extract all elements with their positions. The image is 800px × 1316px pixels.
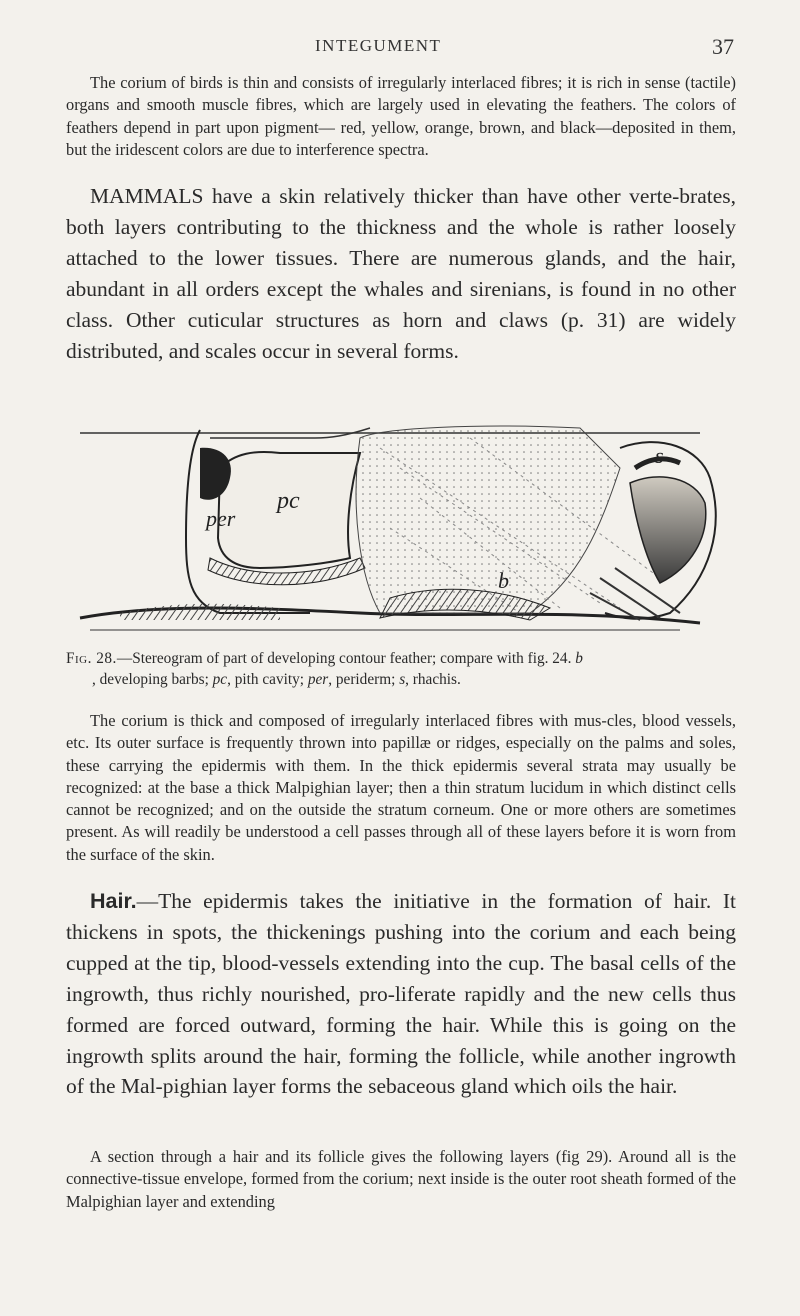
- feather-stereogram-figure: [60, 408, 740, 638]
- paragraph-mammal-corium: The corium is thick and composed of irregularly interlaced fibres with mus-cles, blood vessels, etc. Its outer surface is frequently thrown into papillæ or ridges, especially on the palms and soles, these carrying the epidermis with them. In the thick epidermis several strata may usually be recognized: at the base a thick Malpighian layer; then a thin stratum lucidum in which distinct cells cannot be recognized; and on the outside the stratum corneum. One or more others are sometimes present. As will readily be understood a cell passes through all of these layers before it is worn from the surface of the skin.: [66, 711, 736, 864]
- label-b: b: [498, 568, 509, 593]
- caption-per-desc: , periderm;: [328, 671, 396, 688]
- paragraph-hair-section: A section through a hair and its follicle gives the following layers (fig 29). Around all is the connective-tissue envelope, formed from the corium; next inside is the outer root sheath formed of the Malpighian layer and extending: [66, 1147, 736, 1211]
- figure-label: Fig. 28.: [66, 650, 117, 667]
- caption-text: —Stereogram of part of developing contour feather; compare with fig. 24.: [116, 650, 572, 667]
- caption-s-desc: , rhachis.: [405, 671, 461, 688]
- caption-pc: pc: [212, 671, 228, 688]
- paragraph-hair: [66, 886, 736, 1102]
- hair-heading: Hair.: [90, 889, 137, 913]
- running-head: [0, 36, 800, 66]
- paragraph-birds-corium: The corium of birds is thin and consists of irregularly interlaced fibres; it is rich in sense (tactile) organs and smooth muscle fibres, which are largely used in elevating the feathers. The colors of feathers depend in part upon pigment— red, yellow, orange, brown, and black—deposited in them, but the iridescent colors are due to interference spectra.: [66, 73, 736, 159]
- feather-stereogram-drawing: [60, 408, 740, 638]
- caption-pc-desc: , pith cavity;: [227, 671, 305, 688]
- caption-s: s: [399, 671, 406, 688]
- paragraph-mammals: MAMMALS have a skin relatively thicker than have other verte-brates, both layers contributing to the thickness and the whole is rather loosely attached to the lower tissues. There are numerous glands, and the hair, abundant in all orders except the whales and sirenians, is found in no other class. Other cuticular structures as horn and claws (p. 31) are widely distributed, and scales occur in several forms.: [66, 184, 736, 363]
- caption-b: b: [575, 650, 583, 667]
- label-s: s: [655, 443, 664, 468]
- running-title: INTEGUMENT: [315, 36, 442, 55]
- caption-b-desc: , developing barbs;: [92, 671, 209, 688]
- caption-per: per: [307, 671, 329, 688]
- label-per: per: [206, 506, 236, 531]
- page-number: 37: [712, 34, 734, 59]
- figure-caption: [66, 648, 736, 690]
- label-pc: pc: [277, 488, 300, 514]
- hair-text: —The epidermis takes the initiative in the formation of hair. It thickens in spots, the thickenings pushing into the corium and each being cupped at the tip, blood-vessels extending into the cup. The basal cells of the ingrowth, thus richly nourished, pro-liferate rapidly and the new cells thus formed are forced outward, forming the hair. While this is going on the ingrowth splits around the hair, forming the follicle, while another ingrowth of the Mal-pighian layer forms the sebaceous gland which oils the hair.: [66, 889, 736, 1099]
